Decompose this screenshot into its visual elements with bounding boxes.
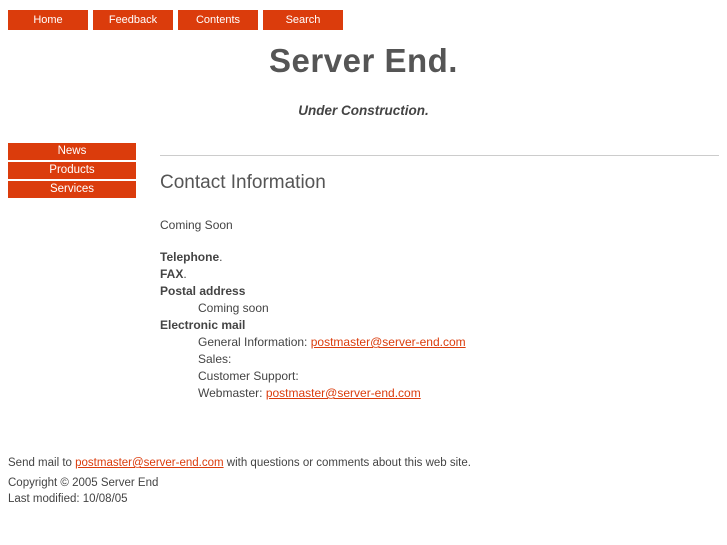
- page-title: Server End.: [269, 42, 458, 79]
- page-footer: [8, 455, 708, 507]
- contact-value-general-information: [160, 335, 719, 352]
- footer-last-modified: Last modified: 10/08/05: [8, 493, 128, 505]
- contact-value-customer-support: Customer Support:: [198, 369, 299, 383]
- contact-value-webmaster: [160, 386, 719, 403]
- nav-item-contents[interactable]: Contents: [178, 10, 258, 30]
- content-divider: [160, 155, 719, 156]
- footer-mail-prefix: Send mail to: [8, 457, 76, 469]
- contact-term-label: Telephone: [160, 250, 220, 264]
- nav-item-home[interactable]: Home: [8, 10, 88, 30]
- email-link-webmaster[interactable]: postmaster@server-end.com: [265, 386, 421, 400]
- footer-mail-suffix: with questions or comments about this web site.: [223, 457, 471, 469]
- contact-term-telephone: [160, 250, 719, 267]
- contact-value-label: General Information:: [198, 335, 311, 349]
- page-banner: [0, 42, 727, 118]
- content-intro: Coming Soon: [160, 218, 233, 232]
- footer-copyright: Copyright © 2005 Server End: [8, 477, 159, 489]
- contact-definition-list: [160, 232, 719, 403]
- contact-term-label: Electronic mail: [160, 318, 246, 332]
- sidebar-item-news[interactable]: News: [8, 143, 136, 160]
- contact-term-electronic-mail: [160, 318, 719, 335]
- nav-item-search[interactable]: Search: [263, 10, 343, 30]
- sidebar-item-services[interactable]: Services: [8, 181, 136, 198]
- contact-value-label: Webmaster:: [198, 386, 266, 400]
- contact-value-sales: Sales:: [198, 352, 232, 366]
- contact-term-postal-address: [160, 284, 719, 301]
- sidebar-item-products[interactable]: Products: [8, 162, 136, 179]
- email-link-footer[interactable]: postmaster@server-end.com: [75, 457, 224, 469]
- nav-item-feedback[interactable]: Feedback: [93, 10, 173, 30]
- top-navigation: [0, 10, 727, 30]
- contact-term-label: FAX: [160, 267, 184, 281]
- footer-mail-line: [8, 455, 708, 475]
- contact-term-fax: [160, 267, 719, 284]
- email-link-general-information[interactable]: postmaster@server-end.com: [310, 335, 466, 349]
- contact-value-postal-address: Coming soon: [198, 301, 269, 315]
- page-subtitle: Under Construction.: [298, 103, 429, 118]
- content-heading: Contact Information: [160, 172, 326, 193]
- contact-term-suffix: .: [183, 267, 187, 281]
- main-content: [160, 155, 719, 403]
- contact-term-label: Postal address: [160, 284, 246, 298]
- sidebar-navigation: [8, 143, 136, 200]
- contact-term-suffix: .: [219, 250, 223, 264]
